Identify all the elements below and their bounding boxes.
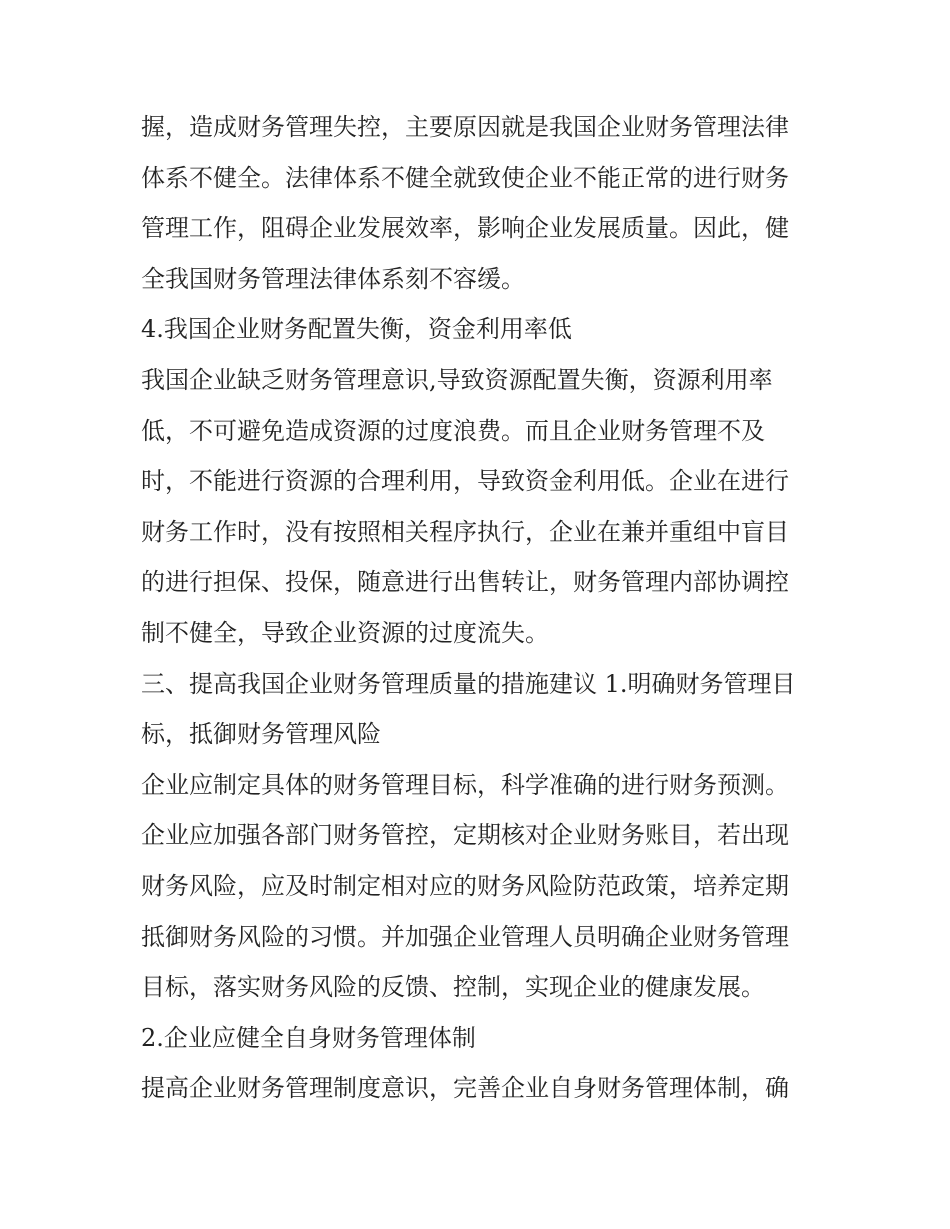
text-line: 管理工作，阻碍企业发展效率，影响企业发展质量。因此，健 — [141, 214, 789, 243]
text-line: 握，造成财务管理失控，主要原因就是我国企业财务管理法律 — [141, 113, 789, 141]
text-line: 体系不健全。法律体系不健全就致使企业不能正常的进行财务 — [141, 163, 789, 192]
text-line: 财务工作时，没有按照相关程序执行，企业在兼并重组中盲目 — [141, 517, 789, 546]
section-heading-3: 三、提高我国企业财务管理质量的措施建议 1.明确财务管理目 — [141, 669, 796, 698]
text-line: 我国企业缺乏财务管理意识,导致资源配置失衡，资源利用率 — [141, 365, 773, 394]
text-line: 目标，落实财务风险的反馈、控制，实现企业的健康发展。 — [141, 973, 765, 1002]
text-line: 的进行担保、投保，随意进行出售转让，财务管理内部协调控 — [141, 568, 789, 597]
text-line: 抵御财务风险的习惯。并加强企业管理人员明确企业财务管理 — [141, 922, 789, 951]
section-heading-4: 4.我国企业财务配置失衡，资金利用率低 — [141, 315, 572, 344]
text-line: 企业应制定具体的财务管理目标，科学准确的进行财务预测。 — [141, 770, 789, 799]
text-line: 全我国财务管理法律体系刻不容缓。 — [141, 264, 525, 293]
section-heading-3-cont: 标，抵御财务管理风险 — [141, 720, 381, 749]
text-line: 企业应加强各部门财务管控，定期核对企业财务账目，若出现 — [141, 821, 789, 850]
text-line: 制不健全，导致企业资源的过度流失。 — [141, 618, 549, 647]
text-line: 低，不可避免造成资源的过度浪费。而且企业财务管理不及 — [141, 416, 765, 445]
text-line: 财务风险，应及时制定相对应的财务风险防范政策，培养定期 — [141, 871, 789, 900]
body-text — [141, 102, 821, 1114]
subsection-heading-2: 2.企业应健全自身财务管理体制 — [141, 1023, 476, 1052]
text-line: 时，不能进行资源的合理利用，导致资金利用低。企业在进行 — [141, 467, 789, 496]
text-line: 提高企业财务管理制度意识，完善企业自身财务管理体制，确 — [141, 1074, 789, 1103]
